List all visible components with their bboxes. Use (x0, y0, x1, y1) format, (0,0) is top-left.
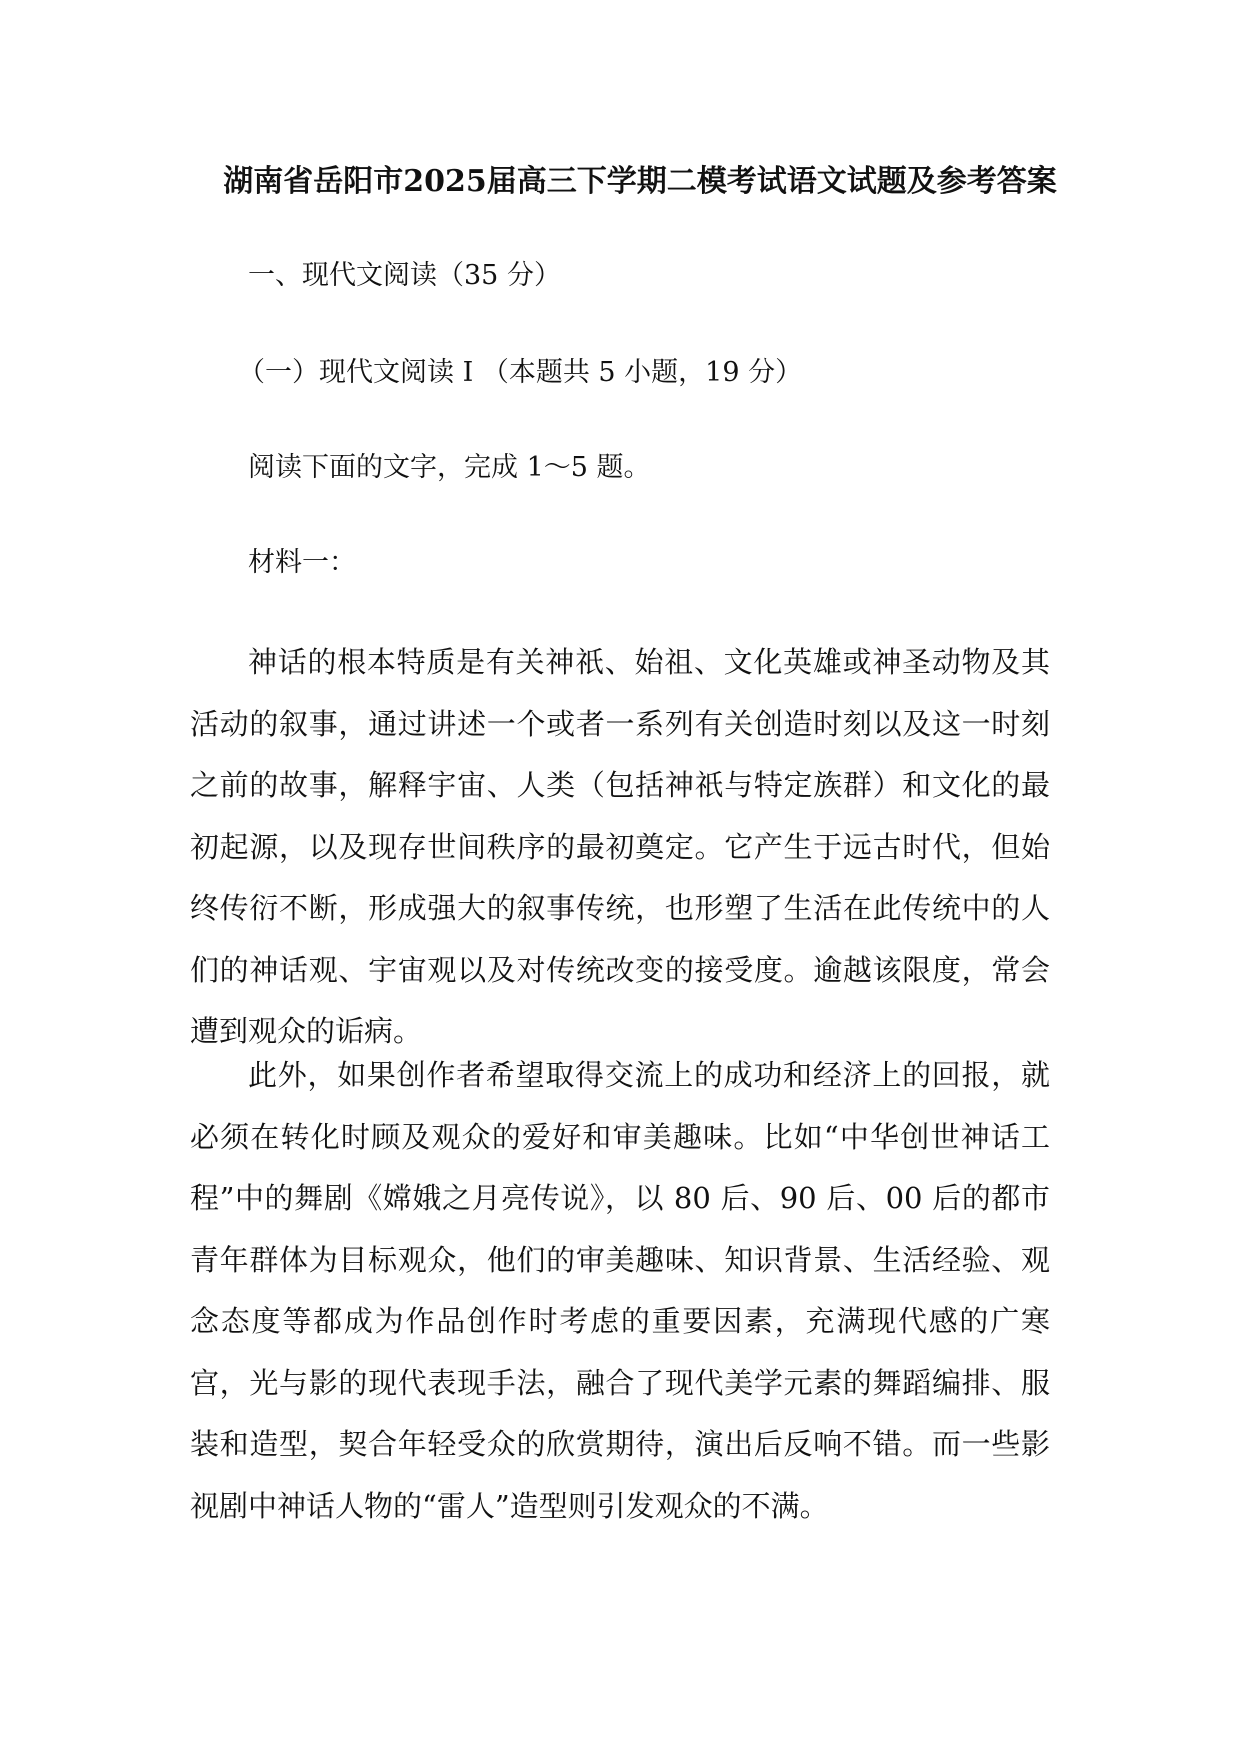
document-title: 湖南省岳阳市2025届高三下学期二模考试语文试题及参考答案 (223, 164, 1057, 199)
subsection-heading: （一）现代文阅读 I （本题共 5 小题，19 分） (238, 357, 803, 388)
body-paragraph: 神话的根本特质是有关神祇、始祖、文化英雄或神圣动物及其活动的叙事，通过讲述一个或者一系列有关创造时刻以及这一时刻之前的故事，解释宇宙、人类（包括神祇与特定族群）和文化的最初起源，以及现存世间秩序的最初奠定。它产生于远古时代，但始终传衍不断，形成强大的叙事传统，也形塑了生活在此传统中的人们的神话观、宇宙观以及对传统改变的接受度。逾越该限度，常会遭到观众的诟病。 (190, 645, 1050, 1048)
material-label: 材料一： (248, 547, 356, 578)
body-paragraph: 此外，如果创作者希望取得交流上的成功和经济上的回报，就必须在转化时顾及观众的爱好和审美趣味。比如“中华创世神话工程”中的舞剧《嫦娥之月亮传说》，以 80 后、90 后、00 后的都市青年群体为目标观众，他们的审美趣味、知识背景、生活经验、观念态度等都成为作品创作时考虑的重要因素，充满现代感的广寒宫，光与影的现代表现手法，融合了现代美学元素的舞蹈编排、服装和造型，契合年轻受众的欣赏期待，演出后反响不错。而一些影视剧中神话人物的“雷人”造型则引发观众的不满。 (190, 1058, 1050, 1523)
reading-instruction: 阅读下面的文字，完成 1～5 题。 (248, 452, 651, 483)
section-heading: 一、现代文阅读（35 分） (248, 260, 561, 291)
